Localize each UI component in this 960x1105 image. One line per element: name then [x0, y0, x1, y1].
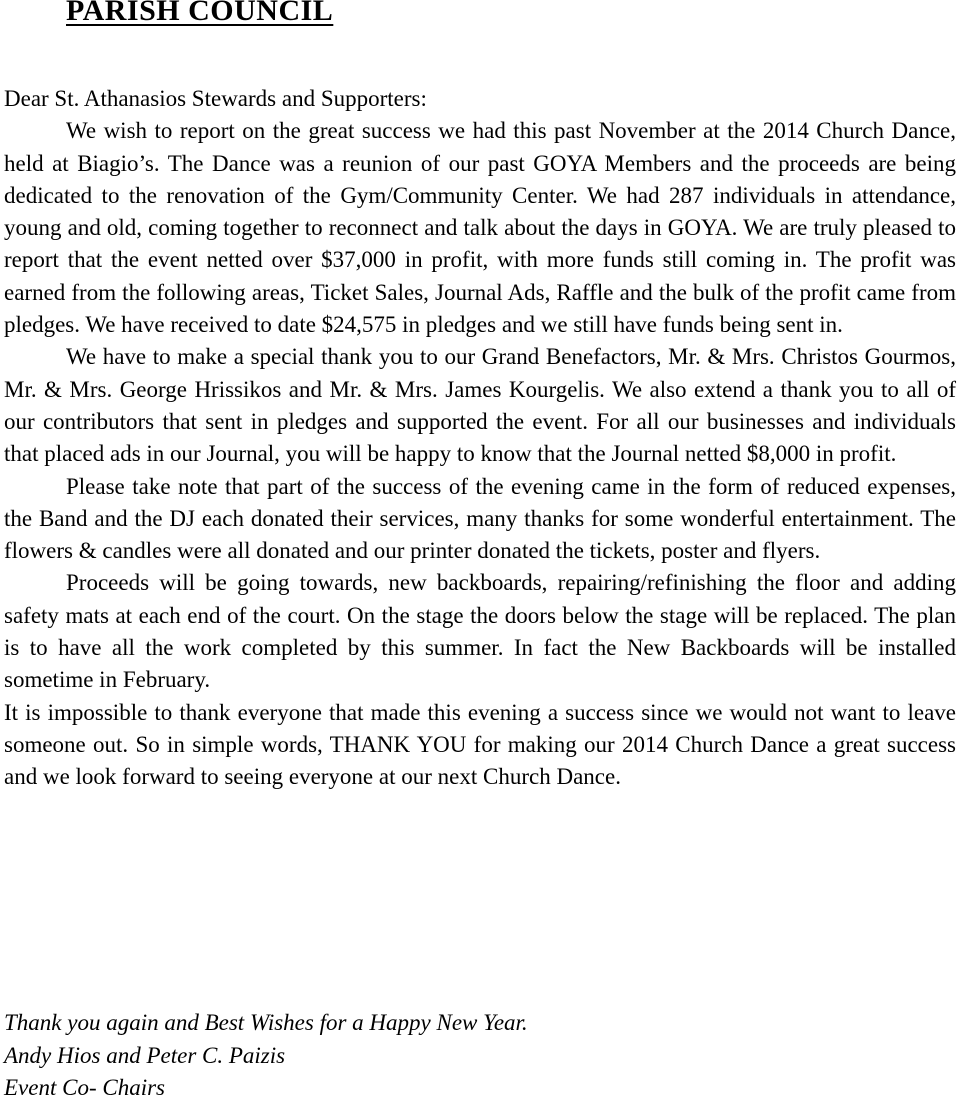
paragraph-proceeds: Proceeds will be going towards, new backboards, repairing/refinishing the floor and adding safety mats at each end of the court. On the stage the doors below the stage will be replaced. The plan is to have all the work completed by this summer. In fact the New Backboards will be installed sometime in February.	[4, 570, 956, 693]
page-title: PARISH COUNCIL	[66, 0, 334, 27]
closing-block	[4, 1007, 528, 1105]
paragraph-thank-you: It is impossible to thank everyone that made this evening a success since we would not want to leave someone out. So in simple words, THANK YOU for making our 2014 Church Dance a great success and we look forward to seeing everyone at our next Church Dance.	[4, 699, 956, 790]
paragraph-expenses: Please take note that part of the success of the evening came in the form of reduced expenses, the Band and the DJ each donated their services, many thanks for some wonderful entertainment. The flowers & candles were all donated and our printer donated the tickets, poster and flyers.	[4, 473, 956, 564]
closing-wishes: Thank you again and Best Wishes for a Happy New Year.	[4, 1010, 528, 1035]
paragraph-event-report: We wish to report on the great success we had this past November at the 2014 Church Dance, held at Biagio’s. The Dance was a reunion of our past GOYA Members and the proceeds are being dedicated to the renovation of the Gym/Community Center. We had 287 individuals in attendance, young and old, coming together to reconnect and talk about the days in GOYA. We are truly pleased to report that the event netted over $37,000 in profit, with more funds still coming in. The profit was earned from the following areas, Ticket Sales, Journal Ads, Raffle and the bulk of the profit came from pledges. We have received to date $24,575 in pledges and we still have funds being sent in.	[4, 118, 956, 338]
salutation: Dear St. Athanasios Stewards and Supporters:	[4, 86, 427, 111]
closing-signers: Andy Hios and Peter C. Paizis	[4, 1042, 286, 1068]
letter-body	[4, 83, 956, 794]
closing-role: Event Co- Chairs	[4, 1075, 165, 1101]
paragraph-benefactors: We have to make a special thank you to our Grand Benefactors, Mr. & Mrs. Christos Gourmos, Mr. & Mrs. George Hrissikos and Mr. & Mrs. James Kourgelis. We also extend a thank you to all of our contributors that sent in pledges and supported the event. For all our businesses and individuals that placed ads in our Journal, you will be happy to know that the Journal netted $8,000 in profit.	[4, 344, 956, 467]
